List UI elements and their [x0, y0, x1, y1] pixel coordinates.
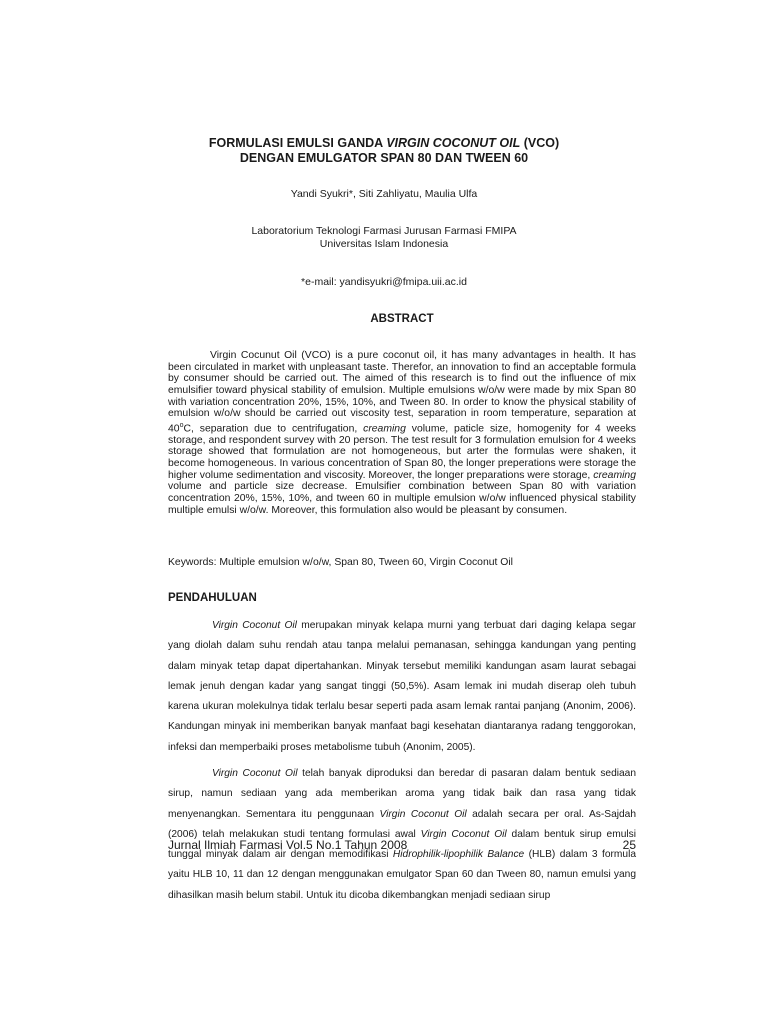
section-heading: PENDAHULUAN [168, 592, 257, 604]
page-number: 25 [622, 838, 636, 852]
abstract-heading: ABSTRACT [370, 313, 434, 325]
keywords: Keywords: Multiple emulsion w/o/w, Span 80, Tween 60, Virgin Coconut Oil [168, 557, 513, 568]
body-paragraph-1: Virgin Coconut Oil merupakan minyak kelapa murni yang terbuat dari daging kelapa segar yang diolah dalam suhu rendah atau tanpa melalui pemanasan, sehingga kandungan yang penting dalam minyak tetap dapat dipertahankan. Minyak tersebut memiliki kandungan asam laurat sebagai lemak jenuh dengan kadar yang sangat tinggi (50,5%). Asam lemak ini mudah diserap oleh tubuh karena ukuran molekulnya tidak terlalu besar seperti pada asam lemak rantai panjang (Anonim, 2006). Kandungan minyak ini memberikan banyak manfaat bagi kesehatan diantaranya radang tenggorokan, infeksi dan memperbaiki proses metabolisme tubuh (Anonim, 2005). [168, 620, 636, 753]
footer-journal: Jurnal Ilmiah Farmasi Vol.5 No.1 Tahun 2008 [168, 838, 408, 852]
affiliation-line-2: Universitas Islam Indonesia [319, 238, 449, 250]
title-line-1: FORMULASI EMULSI GANDA VIRGIN COCONUT OIL (VCO) [208, 136, 560, 150]
authors: Yandi Syukri*, Siti Zahliyatu, Maulia Ulfa [290, 188, 478, 200]
affiliation-line-1: Laboratorium Teknologi Farmasi Jurusan Farmasi FMIPA [251, 225, 517, 237]
body-paragraph-2: Virgin Coconut Oil telah banyak diproduksi dan beredar di pasaran dalam bentuk sediaan sirup, namun sediaan yang ada memberikan aroma yang tidak baik dan rasa yang tidak menyenangkan. Sementara itu penggunaan Virgin Coconut Oil adalah secara per oral. As-Sajdah (2006) telah melakukan studi tentang formulasi awal Virgin Coconut Oil dalam bentuk sirup emulsi tunggal minyak dalam air dengan memodifikasi Hidrophilik-lipophilik Balance (HLB) dalam 3 formula yaitu HLB 10, 11 dan 12 dengan menggunakan emulgator Span 60 dan Tween 80, namun emulsi yang dihasilkan masih belum stabil. Untuk itu dicoba dikembangkan menjadi sediaan sirup [168, 768, 637, 901]
affiliation [140, 225, 628, 251]
paper-title [140, 136, 628, 166]
title-line-2: DENGAN EMULGATOR SPAN 80 DAN TWEEN 60 [239, 151, 529, 165]
abstract-text: Virgin Cocunut Oil (VCO) is a pure coconut oil, it has many advantages in health. It has been circulated in market with unpleasant taste. Therefor, an innovation to find an acceptable formula by consumer should be carried out. The aimed of this research is to find out the influence of mix emulsifier toward physical stability of emulsion. Multiple emulsions w/o/w were made by mix Span 80 with variation concentration 20%, 15%, 10%, and Tween 80. In order to know the physical stability of emulsion w/o/w should be carried out viscosity test, separation in room temperature, separation at 40$^o$C, separation due to centrifugation, creaming volume, paticle size, homogenity for 4 weeks storage, and respondent survey with 20 person. The test result for 3 formulation emulsion for 4 weeks storage showed that formulation are not homogeneous, but arter the formulas were shaken, it become homogeneous. In various concentration of Span 80, the longer preperations were storage the higher volume sedimentation and viscosity. Moreover, the longer preparations were storage, creaming volume and particle size decrease. Emulsifier combination between Span 80 with variation concentration 20%, 15%, 10%, and tween 60 in multiple emulsion w/o/w influenced physical stability multiple emulsi w/o/w. Moreover, this formulation also would be pleasant by consumen. [168, 350, 636, 516]
email: *e-mail: yandisyukri@fmipa.uii.ac.id [301, 276, 467, 288]
